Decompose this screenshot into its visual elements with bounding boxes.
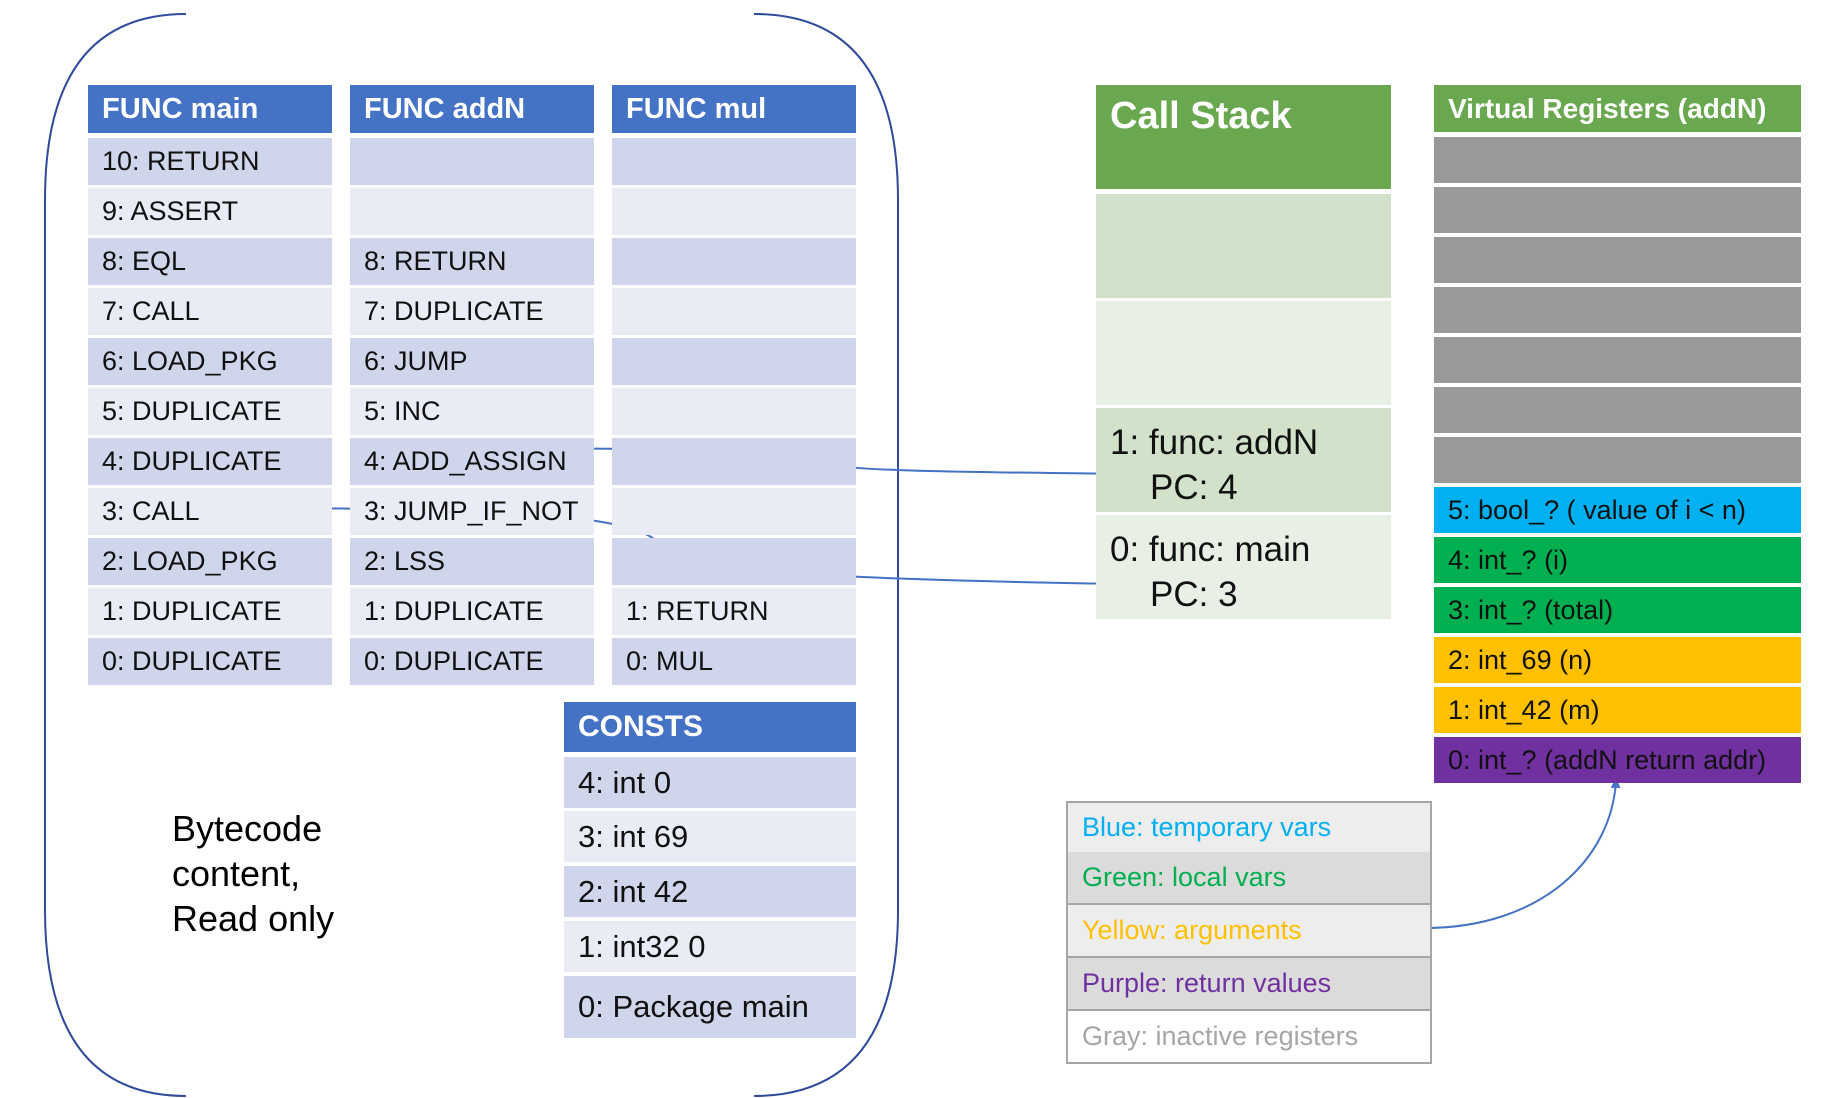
func-mul-row bbox=[612, 338, 856, 385]
func-mul-row: 0: MUL bbox=[612, 638, 856, 685]
frame-1-pc: PC: 4 bbox=[1150, 468, 1238, 507]
register-label: 3: int_? (total) bbox=[1448, 594, 1614, 625]
const-row: 0: Package main bbox=[564, 976, 856, 1038]
frame-0-func: 0: func: main bbox=[1110, 530, 1311, 569]
register-label: 1: int_42 (m) bbox=[1448, 694, 1600, 725]
register-active bbox=[1434, 637, 1801, 683]
register-label: 0: int_? (addN return addr) bbox=[1448, 744, 1767, 775]
bytecode-note bbox=[172, 806, 472, 941]
func-addn-row: 8: RETURN bbox=[350, 238, 594, 285]
legend-label: Blue: temporary vars bbox=[1082, 812, 1332, 842]
func-mul-row bbox=[612, 388, 856, 435]
register-active bbox=[1434, 587, 1801, 633]
register-inactive bbox=[1434, 387, 1801, 433]
const-row: 4: int 0 bbox=[564, 757, 856, 808]
register-inactive bbox=[1434, 137, 1801, 183]
bytecode-note-line: Bytecode bbox=[172, 808, 323, 849]
func-mul-row: 1: RETURN bbox=[612, 588, 856, 635]
register-active bbox=[1434, 737, 1801, 783]
func-main-row: 10: RETURN bbox=[88, 138, 332, 185]
func-main-row: 6: LOAD_PKG bbox=[88, 338, 332, 385]
func-addn-row: 6: JUMP bbox=[350, 338, 594, 385]
func-mul-row bbox=[612, 138, 856, 185]
func-addn-row bbox=[350, 188, 594, 235]
legend-label: Green: local vars bbox=[1082, 862, 1287, 892]
func-addn-row: 4: ADD_ASSIGN bbox=[350, 438, 594, 485]
bytecode-note-line: Read only bbox=[172, 898, 335, 939]
register-inactive bbox=[1434, 287, 1801, 333]
register-inactive bbox=[1434, 337, 1801, 383]
func-addn-row: 7: DUPLICATE bbox=[350, 288, 594, 335]
legend-item bbox=[1066, 852, 1432, 905]
call-stack-empty-slot bbox=[1096, 194, 1391, 298]
func-addn-header: FUNC addN bbox=[350, 85, 594, 133]
func-main-row: 3: CALL bbox=[88, 488, 332, 535]
func-addn-row: 0: DUPLICATE bbox=[350, 638, 594, 685]
bytecode-note-line: content, bbox=[172, 853, 301, 894]
func-main-row: 9: ASSERT bbox=[88, 188, 332, 235]
func-addn-row: 3: JUMP_IF_NOT bbox=[350, 488, 594, 535]
func-addn-row: 1: DUPLICATE bbox=[350, 588, 594, 635]
func-mul-row bbox=[612, 488, 856, 535]
legend-label: Purple: return values bbox=[1082, 968, 1332, 998]
func-mul-row bbox=[612, 288, 856, 335]
register-active bbox=[1434, 687, 1801, 733]
func-mul-row bbox=[612, 438, 856, 485]
register-label: 2: int_69 (n) bbox=[1448, 644, 1593, 675]
func-main-row: 0: DUPLICATE bbox=[88, 638, 332, 685]
func-main-row: 5: DUPLICATE bbox=[88, 388, 332, 435]
register-active bbox=[1434, 487, 1801, 533]
register-inactive bbox=[1434, 187, 1801, 233]
func-mul-row bbox=[612, 238, 856, 285]
legend-item bbox=[1066, 905, 1432, 958]
func-addn-row: 5: INC bbox=[350, 388, 594, 435]
register-label: 5: bool_? ( value of i < n) bbox=[1448, 494, 1746, 525]
func-mul-row bbox=[612, 188, 856, 235]
func-main-row: 1: DUPLICATE bbox=[88, 588, 332, 635]
func-addn-row: 2: LSS bbox=[350, 538, 594, 585]
func-main-row: 7: CALL bbox=[88, 288, 332, 335]
legend-item bbox=[1066, 801, 1432, 854]
registers-title: Virtual Registers (addN) bbox=[1434, 85, 1801, 132]
legend-label: Gray: inactive registers bbox=[1082, 1021, 1359, 1051]
func-main-row: 2: LOAD_PKG bbox=[88, 538, 332, 585]
legend-item bbox=[1066, 1011, 1432, 1064]
func-addn-row bbox=[350, 138, 594, 185]
frame-0-pc: PC: 3 bbox=[1150, 575, 1238, 614]
register-active bbox=[1434, 537, 1801, 583]
consts-header: CONSTS bbox=[564, 702, 856, 752]
func-main-header: FUNC main bbox=[88, 85, 332, 133]
register-inactive bbox=[1434, 437, 1801, 483]
legend-item bbox=[1066, 958, 1432, 1011]
arrow-legend-to-return-addr bbox=[1425, 780, 1616, 928]
call-stack-frame-0 bbox=[1096, 515, 1391, 619]
legend-label: Yellow: arguments bbox=[1082, 915, 1302, 945]
call-stack-frame-1 bbox=[1096, 408, 1391, 512]
call-stack-title: Call Stack bbox=[1096, 85, 1391, 189]
func-main-row: 4: DUPLICATE bbox=[88, 438, 332, 485]
const-row: 3: int 69 bbox=[564, 811, 856, 862]
func-mul-header: FUNC mul bbox=[612, 85, 856, 133]
register-inactive bbox=[1434, 237, 1801, 283]
func-mul-row bbox=[612, 538, 856, 585]
frame-1-func: 1: func: addN bbox=[1110, 423, 1319, 462]
register-label: 4: int_? (i) bbox=[1448, 544, 1569, 575]
const-row: 2: int 42 bbox=[564, 866, 856, 917]
func-main-row: 8: EQL bbox=[88, 238, 332, 285]
call-stack-empty-slot bbox=[1096, 301, 1391, 405]
const-row: 1: int32 0 bbox=[564, 921, 856, 972]
